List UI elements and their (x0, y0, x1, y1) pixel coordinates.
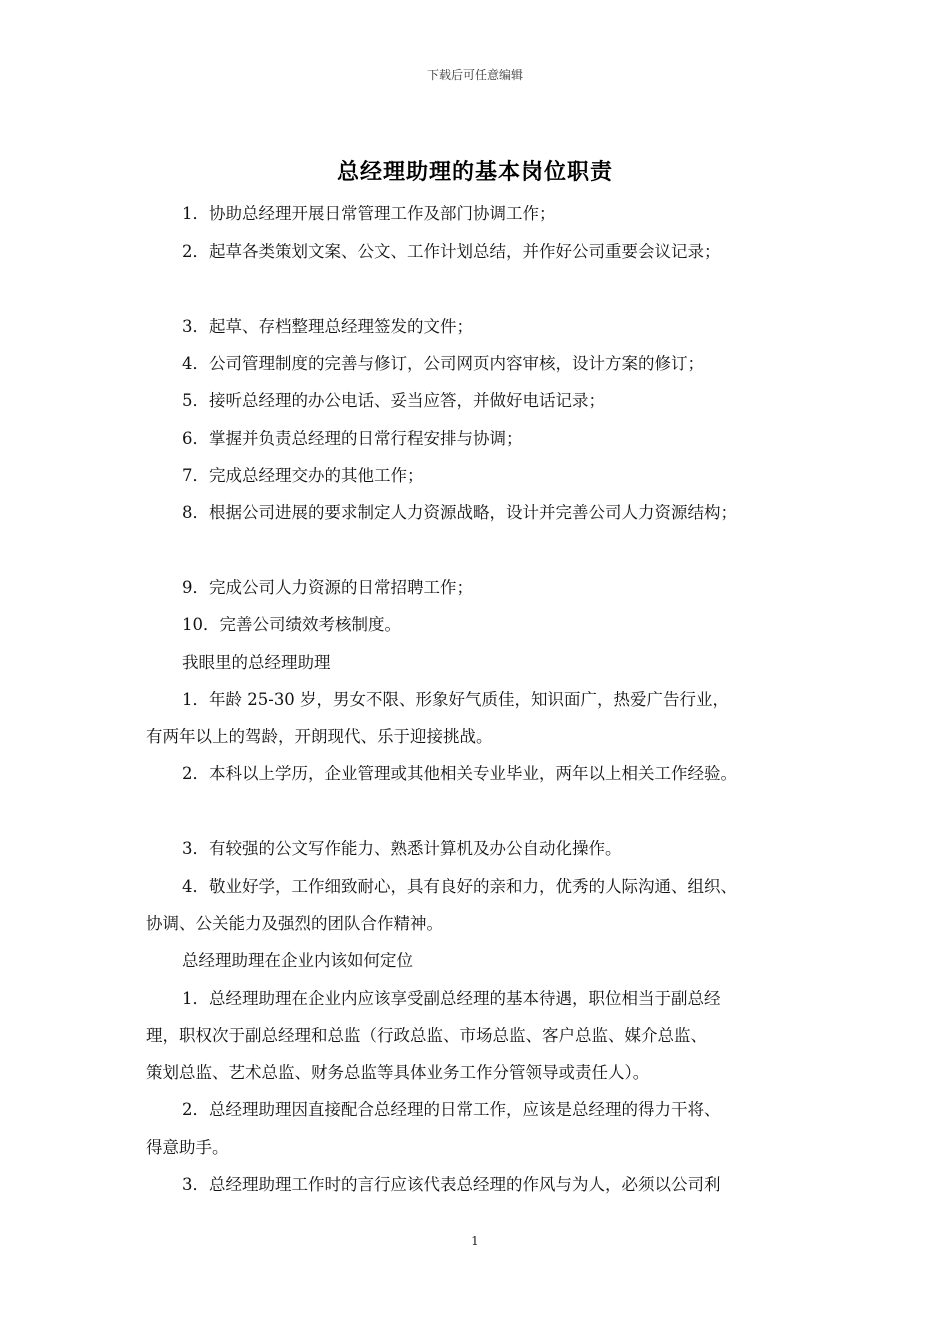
duty-item-7: 7．完成总经理交办的其他工作； (182, 466, 424, 485)
positioning-item-1-cont2: 策划总监、艺术总监、财务总监等具体业务工作分管领导或责任人）。 (146, 1063, 650, 1082)
section-heading-my-view: 我眼里的总经理助理 (182, 653, 331, 672)
duty-item-1: 1．协助总经理开展日常管理工作及部门协调工作； (182, 204, 556, 223)
positioning-item-3: 3．总经理助理工作时的言行应该代表总经理的作风与为人，必须以公司利 (182, 1175, 721, 1194)
positioning-item-2-cont: 得意助手。 (146, 1138, 229, 1157)
requirement-item-1: 1．年龄 25-30 岁，男女不限、形象好气质佳，知识面广，热爱广告行业， (182, 690, 730, 709)
requirement-item-4-cont: 协调、公关能力及强烈的团队合作精神。 (146, 914, 443, 933)
duty-item-8: 8．根据公司进展的要求制定人力资源战略，设计并完善公司人力资源结构； (182, 503, 737, 522)
duty-item-3: 3．起草、存档整理总经理签发的文件； (182, 317, 473, 336)
requirement-item-2: 2．本科以上学历，企业管理或其他相关专业毕业，两年以上相关工作经验。 (182, 764, 737, 783)
requirement-item-3: 3．有较强的公文写作能力、熟悉计算机及办公自动化操作。 (182, 839, 622, 858)
section-heading-positioning: 总经理助理在企业内该如何定位 (182, 951, 413, 970)
duty-item-9: 9．完成公司人力资源的日常招聘工作； (182, 578, 473, 597)
positioning-item-2: 2．总经理助理因直接配合总经理的日常工作，应该是总经理的得力干将、 (182, 1100, 721, 1119)
requirement-item-4: 4．敬业好学，工作细致耐心，具有良好的亲和力，优秀的人际沟通、组织、 (182, 877, 737, 896)
page-header: 下载后可任意编辑 (426, 68, 523, 82)
positioning-item-1-cont: 理，职权次于副总经理和总监（行政总监、市场总监、客户总监、媒介总监、 (146, 1026, 707, 1045)
duty-item-10: 10．完善公司绩效考核制度。 (182, 615, 401, 634)
document-title: 总经理助理的基本岗位职责 (336, 159, 613, 185)
duty-item-5: 5．接听总经理的办公电话、妥当应答，并做好电话记录； (182, 391, 605, 410)
page-number: 1 (471, 1234, 479, 1248)
duty-item-4: 4．公司管理制度的完善与修订，公司网页内容审核，设计方案的修订； (182, 354, 704, 373)
duty-item-6: 6．掌握并负责总经理的日常行程安排与协调； (182, 429, 523, 448)
requirement-item-1-cont: 有两年以上的驾龄，开朗现代、乐于迎接挑战。 (146, 727, 493, 746)
positioning-item-1: 1．总经理助理在企业内应该享受副总经理的基本待遇，职位相当于副总经 (182, 989, 721, 1008)
duty-item-2: 2．起草各类策划文案、公文、工作计划总结，并作好公司重要会议记录； (182, 242, 721, 261)
